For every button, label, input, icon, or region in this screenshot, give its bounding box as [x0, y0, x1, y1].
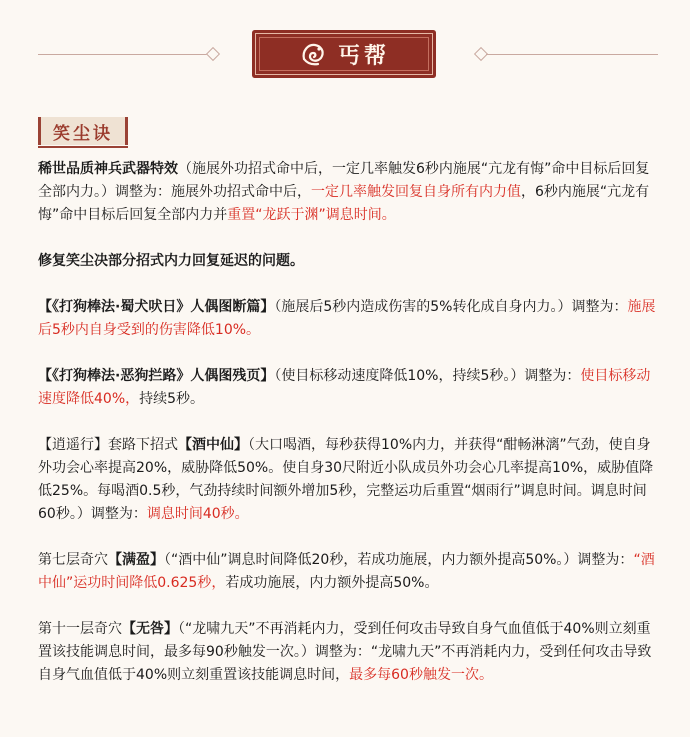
note-highlight: 最多每60秒触发一次。	[349, 667, 493, 683]
section-header	[0, 30, 690, 80]
beggar-sect-emblem-icon	[298, 39, 328, 69]
note-heading: 【《打狗棒法·蜀犬吠日》人偶图断篇】	[38, 299, 275, 315]
note-text: 若成功施展，内力额外提高50%。	[225, 575, 439, 591]
note-text: 【逍遥行】套路下招式	[38, 437, 178, 453]
note-bugfix	[38, 250, 662, 273]
note-jiuzhongxian	[38, 434, 662, 526]
note-highlight: 一定几率触发回复自身所有内力值	[311, 184, 521, 200]
note-manying	[38, 549, 662, 595]
skill-school-label	[38, 117, 128, 145]
header-divider-right	[486, 54, 658, 55]
note-highlight: 调息时间40秒。	[146, 506, 249, 522]
note-text: 持续5秒。	[139, 391, 205, 407]
note-text: （“龙啸九天”不再消耗内力，受到任何攻击导致自身气血值低于40%则立刻重置该技能调息时间，最多每90秒触发一次。）调整为：“龙啸九天”不再消耗内力，受到任何攻击导致自身气血值低于40%则立刻重置该技能调息时间，	[38, 621, 652, 683]
note-weapon-effect	[38, 158, 662, 227]
note-highlight: “酒中仙”运功时间降低0.625秒，	[38, 552, 655, 591]
header-divider-left	[38, 54, 218, 55]
note-text: （“酒中仙”调息时间降低20秒，若成功施展，内力额外提高50%。）调整为：	[164, 552, 634, 568]
note-heading: 【满盈】	[108, 552, 164, 568]
note-text: ，6秒内施展“亢龙有悔”命中目标后回复全部内力并	[38, 184, 650, 223]
note-heading: 修复笑尘决部分招式内力回复延迟的问题。	[38, 253, 304, 269]
note-text: （使目标移动速度降低10%，持续5秒。）调整为：	[274, 368, 581, 384]
note-dog-stick-egou	[38, 365, 662, 411]
note-heading: 【无咎】	[122, 621, 178, 637]
patch-notes-body	[38, 158, 662, 710]
note-dog-stick-shuquan	[38, 296, 662, 342]
note-heading: 稀世品质神兵武器特效	[38, 161, 178, 177]
skill-school-name: 笑尘诀	[53, 123, 113, 144]
note-highlight: 使目标移动速度降低40%，	[38, 368, 651, 407]
note-text: （大口喝酒，每秒获得10%内力，并获得“酣畅淋漓”气劲，使自身外功会心率提高20%，威胁降低50%。使自身30尺附近小队成员外功会心几率提高10%，威胁值降低25%。每喝酒0.5秒，气劲持续时间额外增加5秒，完整运功后重置“烟雨行”调息时间。调息时间60秒。）调整为：	[38, 437, 654, 522]
title-plaque	[252, 30, 436, 78]
note-text: （施展外功招式命中后，一定几率触发6秒内施展“亢龙有悔”命中目标后回复全部内力。）调整为：施展外功招式命中后，	[38, 161, 650, 200]
header-ornament-left	[206, 47, 220, 61]
note-highlight: 重置“龙跃于渊”调息时间。	[227, 207, 396, 223]
note-highlight: 施展后5秒内自身受到的伤害降低10%。	[38, 299, 656, 338]
note-wujiu	[38, 618, 662, 687]
note-heading: 【酒中仙】	[178, 437, 248, 453]
note-text: 第七层奇穴	[38, 552, 108, 568]
page-title: 丐帮	[337, 43, 390, 69]
note-text: （施展后5秒内造成伤害的5%转化成自身内力。）调整为：	[274, 299, 628, 315]
note-heading: 【《打狗棒法·恶狗拦路》人偶图残页】	[38, 368, 275, 384]
note-text: 第十一层奇穴	[38, 621, 122, 637]
